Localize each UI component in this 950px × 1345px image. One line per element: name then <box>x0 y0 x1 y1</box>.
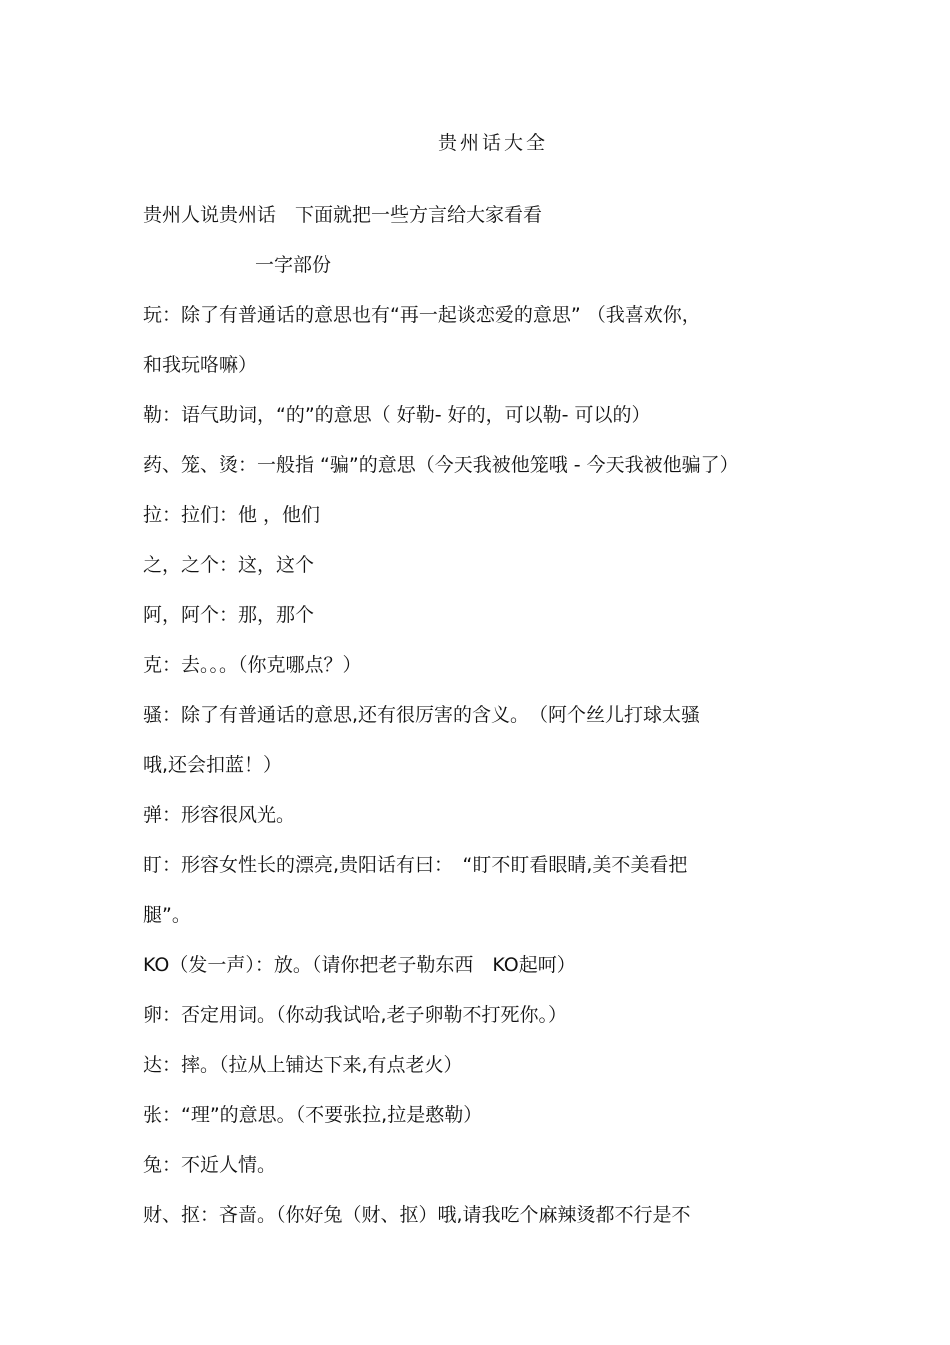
document-title: 贵州话大全 <box>437 132 548 154</box>
text-line: 和我玩咯嘛） <box>143 354 258 376</box>
text-line: 克：去。。。（你克哪点？） <box>143 654 362 676</box>
text-line: 骚：除了有普通话的意思,还有很厉害的含义。 （阿个丝儿打球太骚 <box>143 704 701 726</box>
text-line: 盯：形容女性长的漂亮,贵阳话有曰： “盯不盯看眼睛,美不美看把 <box>143 854 688 876</box>
text-line: KO（发一声）：放。（请你把老子勒东西 KO起呵） <box>143 954 576 976</box>
text-line: 腿”。 <box>143 904 191 926</box>
text-line: 阿，阿个：那，那个 <box>143 604 315 626</box>
text-line: 弹：形容很风光。 <box>143 804 296 826</box>
text-line: 卵：否定用词。（你动我试哈,老子卵勒不打死你。） <box>143 1004 568 1026</box>
text-line: 玩：除了有普通话的意思也有“再一起谈恋爱的意思” （我喜欢你， <box>143 304 701 326</box>
text-line: 拉：拉们：他 ，他们 <box>143 504 321 526</box>
text-line: 张：“理”的意思。（不要张拉,拉是憨勒） <box>143 1104 483 1126</box>
text-line: 勒：语气助词，“的”的意思（ 好勒- 好的，可以勒- 可以的） <box>143 404 651 426</box>
text-line: 贵州人说贵州话 下面就把一些方言给大家看看 <box>143 204 543 226</box>
document-body <box>143 200 843 1250</box>
text-line: 达：摔。（拉从上铺达下来,有点老火） <box>143 1054 463 1076</box>
section-heading: 一字部份 <box>255 254 332 276</box>
text-line: 兔：不近人情。 <box>143 1154 277 1176</box>
text-line: 药、笼、烫：一般指 “骗”的意思（今天我被他笼哦 - 今天我被他骗了） <box>143 454 739 476</box>
text-line: 哦,还会扣蓝！） <box>143 754 283 776</box>
text-line: 财、抠：吝啬。（你好兔（财、抠）哦,请我吃个麻辣烫都不行是不 <box>143 1204 691 1226</box>
text-line: 之，之个：这，这个 <box>143 554 315 576</box>
